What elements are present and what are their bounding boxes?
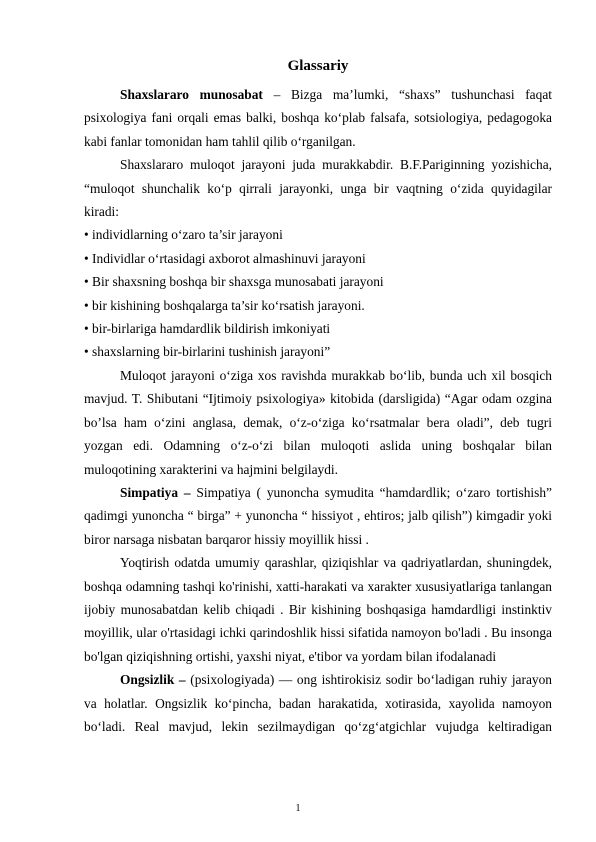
definition-text: (psixologiyada) — ong ishtirokisiz sodir bo‘ladigan ruhiy jarayon va holatlar. Ongsizlik ko‘pincha, badan harakatida, xotirasida, xayolida namoyon bo‘ladi. Real mavjud, lekin sezilmaydigan qo‘zg‘atgichlar vujudga keltiradigan: [84, 672, 552, 734]
definition-text: – Bizga ma’lumki, “shaxs” tushunchasi faqat psixologiya fani orqali emas balki, boshqa ko‘plab falsafa, sotsiologiya, pedagogoka kabi fanlar tomonidan ham tahlil qilib o‘rganilgan.: [84, 87, 552, 149]
paragraph-simpatiya: [84, 481, 552, 551]
list-item: • individlarning o‘zaro ta’sir jarayoni: [84, 227, 283, 243]
list-item: • shaxslarning bir-birlarini tushinish jarayoni”: [84, 344, 331, 360]
bullet-list: [84, 223, 552, 363]
term-simpatiya: Simpatiya –: [120, 484, 191, 500]
page-number: 1: [295, 803, 301, 814]
list-item: • Individlar o‘rtasidagi axborot almashinuvi jarayoni: [84, 250, 366, 266]
list-item: • Bir shaxsning boshqa bir shaxsga munosabati jarayoni: [84, 274, 384, 290]
paragraph-shaxslararo-munosabat: [84, 83, 552, 153]
list-item: • bir-birlariga hamdardlik bildirish imkoniyati: [84, 321, 331, 337]
paragraph-yoqtirish: Yoqtirish odatda umumiy qarashlar, qiziqishlar va qadriyatlardan, shuningdek, boshqa odamning tashqi ko'rinishi, xatti-harakati va xarakter xususiyatlariga tanlangan ijobiy munosabatdan kelib chiqadi . Bir kishining boshqasiga hamdardligi instinktiv moyillik, ular o'rtasidagi ichki qarindoshlik hissi sifatida namoyon bo'ladi . Bu insonga bo'lgan qiziqishning ortishi, yaxshi niyat, e'tibor va yordam bilan ifodalanadi: [84, 555, 552, 664]
definition-text: Simpatiya ( yunoncha symudita “hamdardlik; o‘zaro tortishish” qadimgi yunoncha “ birga” + yunoncha “ hissiyot , ehtiros; jalb qilish”) kimgadir yoki biror narsaga nisbatan barqaror hissiy moyillik hissi .: [84, 484, 552, 547]
paragraph-muloqot-jarayoni: Shaxslararo muloqot jarayoni juda murakkabdir. B.F.Pariginning yozishicha, “muloqot shunchalik ko‘p qirrali jarayonki, unga bir vaqtning o‘zida quyidagilar kiradi:: [84, 157, 552, 220]
term-shaxslararo-munosabat: Shaxslararo munosabat: [120, 87, 263, 102]
page-title: Glassariy: [287, 58, 349, 74]
paragraph-ongsizlik: [84, 668, 552, 738]
paragraph-uch-bosqich: Muloqot jarayoni o‘ziga xos ravishda murakkab bo‘lib, bunda uch xil bosqich mavjud. T. Shibutani “Ijtimoiy psixologiya» kitobida (darsligida) “Agar odam ozgina bo’lsa ham o‘zini anglasa, demak, o‘z-o‘ziga ko‘rsatmalar bera oladi”, deb tugri yozgan edi. Odamning o‘z-o‘zi bilan muloqoti aslida uning boshqalar bilan muloqotining xarakterini va hajmini belgilaydi.: [84, 367, 552, 477]
list-item: • bir kishining boshqalarga ta’sir ko‘rsatish jarayoni.: [84, 297, 365, 313]
term-ongsizlik: Ongsizlik –: [120, 672, 186, 688]
